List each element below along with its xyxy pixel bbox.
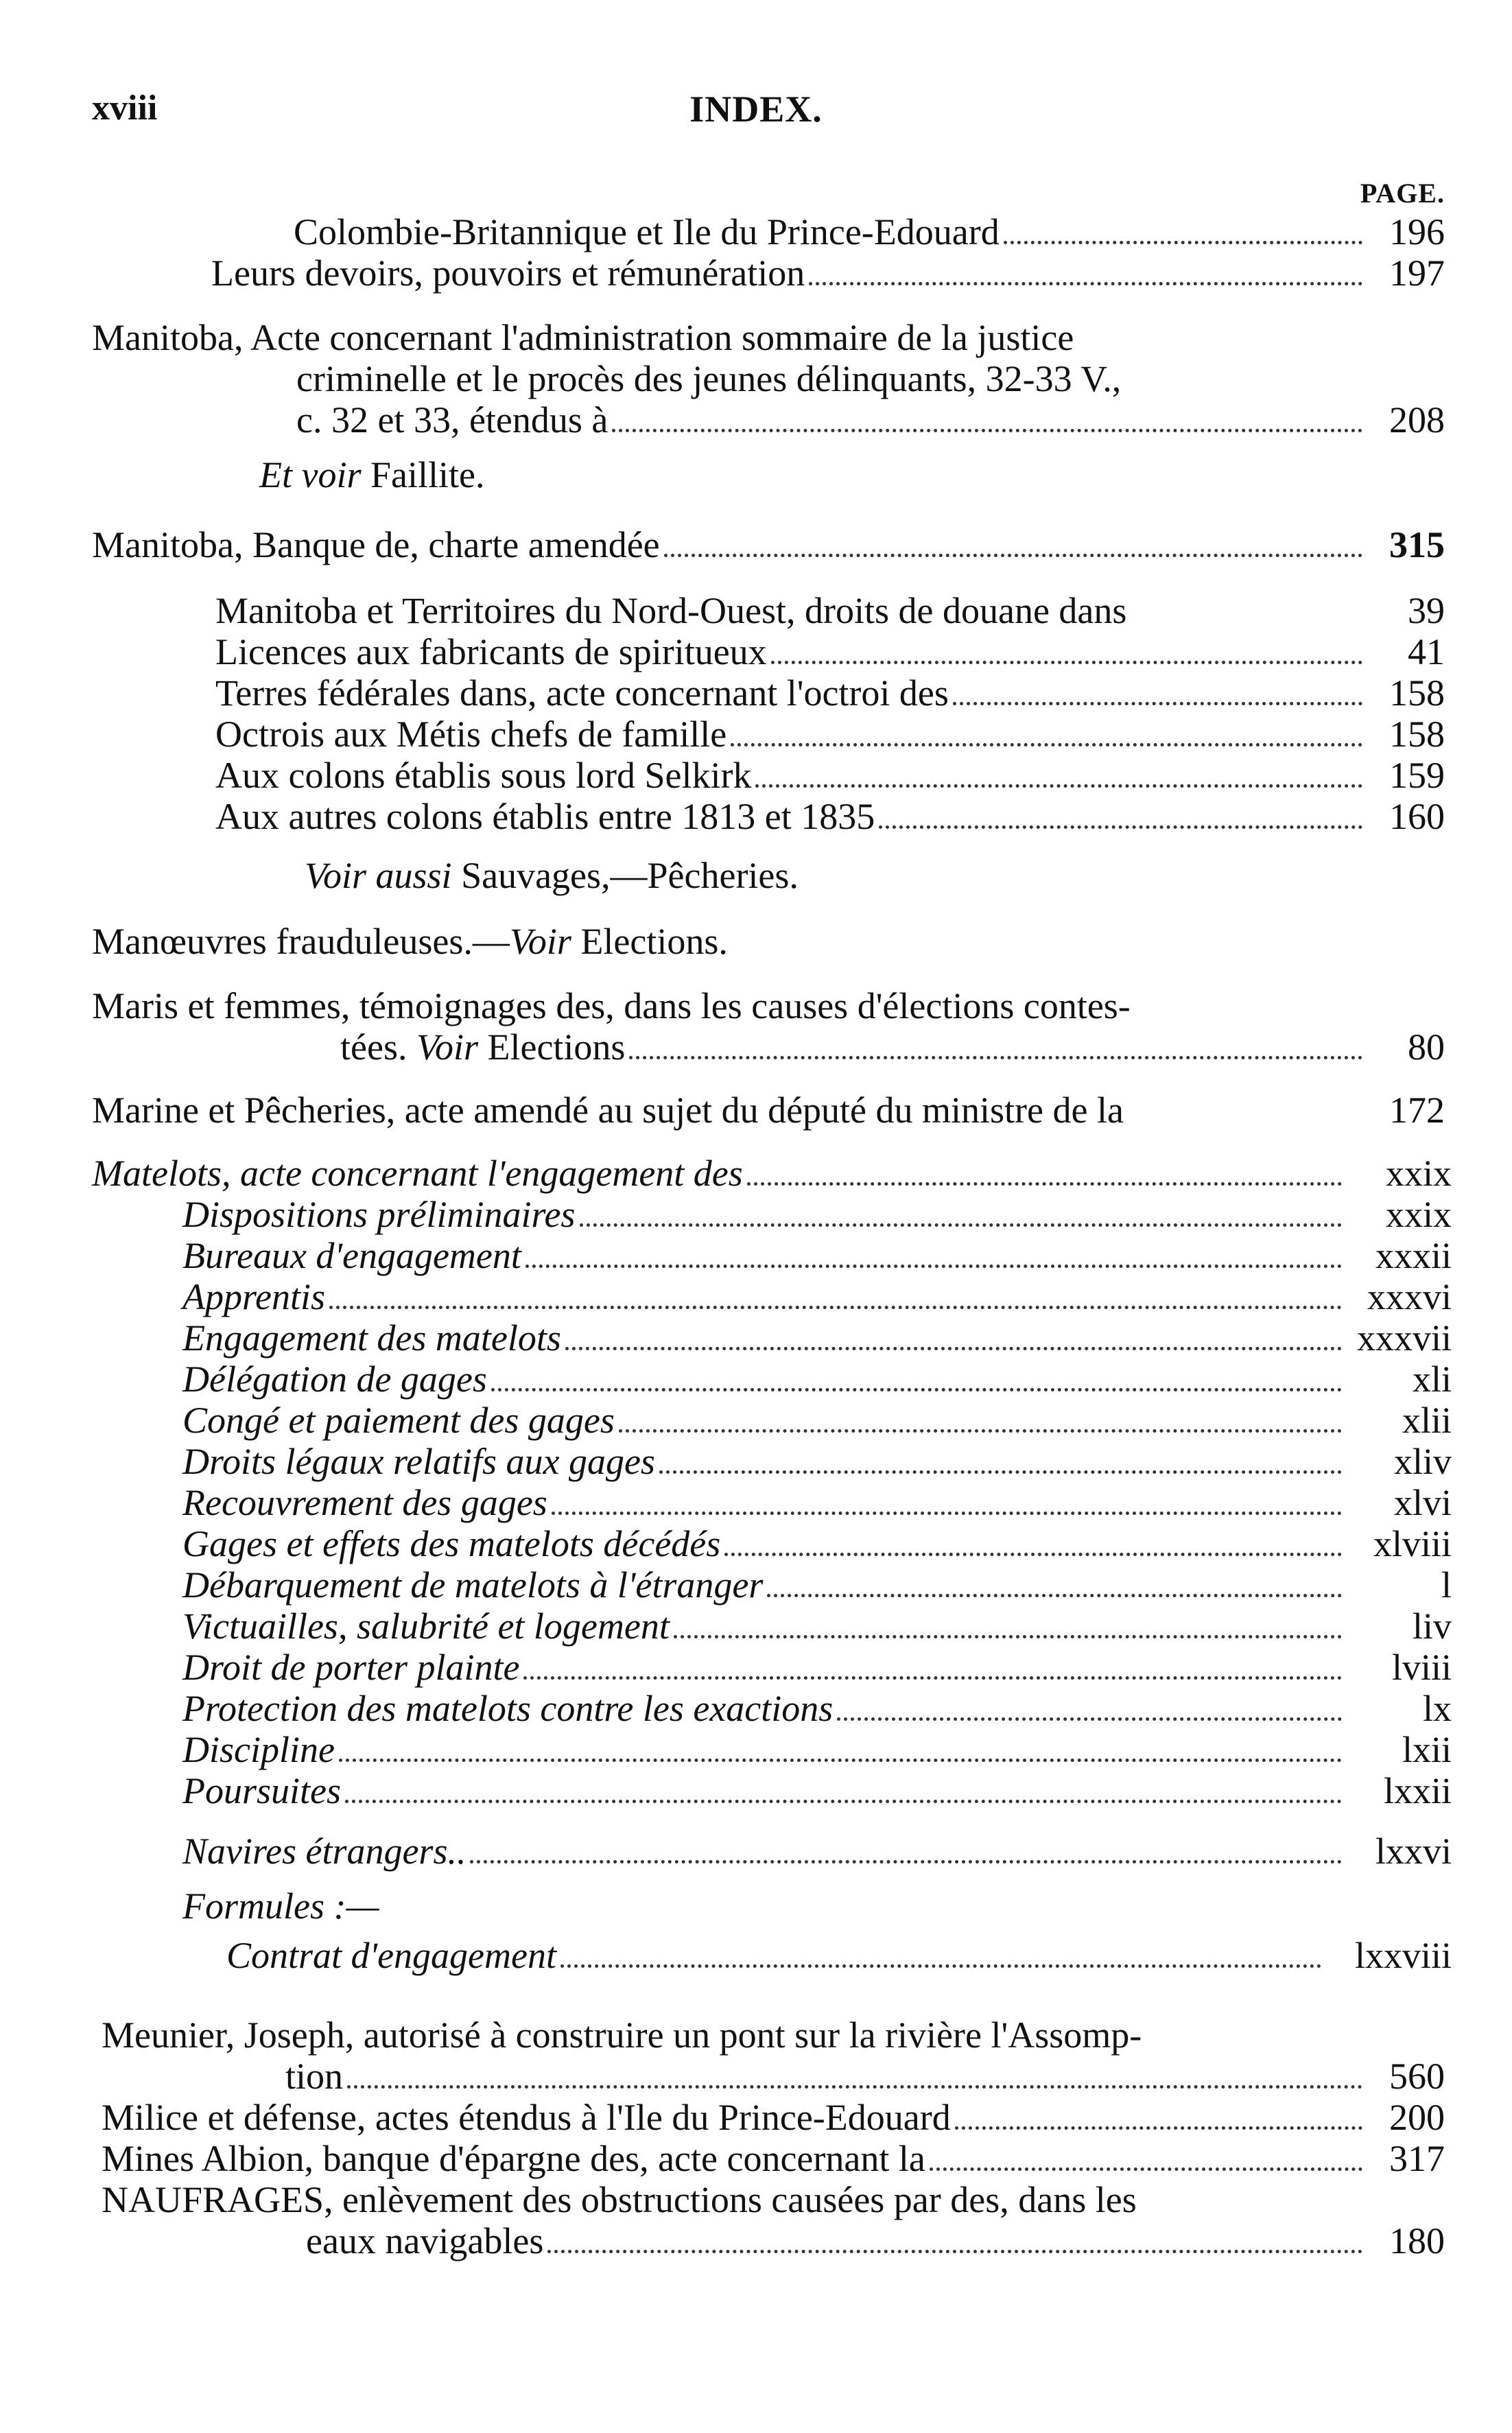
entry-page: 197 bbox=[1389, 252, 1445, 294]
dot-leader bbox=[329, 1306, 1342, 1309]
index-entry bbox=[92, 985, 1445, 1068]
dot-leader bbox=[955, 2126, 1362, 2130]
voir-label: Voir bbox=[509, 921, 571, 962]
entry-page: 196 bbox=[1389, 211, 1445, 252]
voir-label: Et voir bbox=[259, 454, 362, 495]
entry-text: Marine et Pêcheries, acte amendé au sujet du député du ministre de la bbox=[92, 1090, 1124, 1131]
dot-leader bbox=[879, 825, 1362, 829]
index-entry bbox=[92, 921, 728, 962]
entry-text: Contrat d'engagement bbox=[226, 1935, 556, 1976]
dot-leader bbox=[560, 1964, 1321, 1968]
index-entry bbox=[102, 2014, 1445, 2097]
dot-leader bbox=[724, 1553, 1342, 1556]
index-entry bbox=[92, 1153, 1452, 1194]
entry-text: Manœuvres frauduleuses.— bbox=[92, 921, 510, 962]
entry-text-continued: c. 32 et 33, étendus à bbox=[296, 399, 609, 440]
dot-leader bbox=[347, 2085, 1362, 2089]
dot-leader bbox=[953, 702, 1362, 705]
entry-text-continued: criminelle et le procès des jeunes délinquants, 32-33 V., bbox=[296, 358, 1122, 399]
entry-page: 39 bbox=[1408, 590, 1445, 631]
entry-text: Sauvages,—Pêcheries. bbox=[451, 855, 799, 896]
entry-page: 158 bbox=[1389, 672, 1445, 714]
dot-leader bbox=[1004, 241, 1362, 244]
dot-leader bbox=[580, 1223, 1342, 1227]
dot-leader bbox=[491, 1388, 1342, 1391]
entry-page: lxxviii bbox=[1354, 1935, 1452, 1976]
entry-text: Droits légaux relatifs aux gages bbox=[182, 1441, 655, 1482]
entry-text: Octrois aux Métis chefs de famille bbox=[215, 714, 727, 755]
entry-text: Colombie-Britannique et Ile du Prince-Edouard bbox=[294, 211, 1000, 252]
index-entry bbox=[102, 2179, 1445, 2261]
index-entry bbox=[211, 252, 1445, 294]
page-number: xviii bbox=[92, 89, 158, 128]
entry-page: xliv bbox=[1393, 1441, 1452, 1482]
cross-reference bbox=[305, 855, 799, 896]
entry-text: Maris et femmes, témoignages des, dans les causes d'élections contes- bbox=[92, 985, 1131, 1026]
entry-text: Dispositions préliminaires bbox=[182, 1194, 576, 1235]
entry-page: lviii bbox=[1391, 1647, 1452, 1688]
entry-page: lxxvi bbox=[1375, 1831, 1452, 1872]
index-entry bbox=[102, 2097, 1445, 2179]
voir-label: Voir bbox=[416, 1026, 478, 1068]
index-entry bbox=[182, 1885, 379, 1927]
entry-page: l bbox=[1441, 1564, 1452, 1606]
dot-leader bbox=[619, 1429, 1342, 1433]
entry-text: Congé et paiement des gages bbox=[182, 1400, 615, 1441]
index-entry bbox=[226, 1935, 1452, 1976]
entry-text: Matelots, acte concernant l'engagement des bbox=[92, 1153, 743, 1194]
index-entry bbox=[294, 211, 1445, 252]
subentry-list bbox=[182, 1194, 1452, 1811]
entry-page: liv bbox=[1412, 1606, 1452, 1647]
dot-leader bbox=[664, 554, 1362, 557]
dot-leader bbox=[612, 429, 1362, 432]
entry-page: xlii bbox=[1402, 1400, 1452, 1441]
entry-text: Milice et défense, actes étendus à l'Ile du Prince-Edouard bbox=[102, 2097, 951, 2138]
page-title: INDEX. bbox=[689, 89, 823, 130]
index-entry bbox=[182, 1831, 1452, 1872]
entry-page: 200 bbox=[1389, 2097, 1445, 2138]
page-header bbox=[0, 88, 1512, 136]
dot-leader bbox=[809, 282, 1362, 285]
entry-text: Apprentis bbox=[182, 1276, 325, 1317]
entry-text: Elections. bbox=[571, 921, 728, 962]
entry-text: Terres fédérales dans, acte concernant l'octroi des bbox=[215, 672, 949, 714]
dot-leader bbox=[470, 1860, 1342, 1864]
dot-leader bbox=[552, 1512, 1342, 1515]
entry-text: Mines Albion, banque d'épargne des, acte concernant la bbox=[102, 2138, 925, 2179]
entry-text: Leurs devoirs, pouvoirs et rémunération bbox=[211, 252, 805, 294]
dot-leader bbox=[930, 2167, 1362, 2171]
voir-label: Voir aussi bbox=[305, 855, 452, 896]
entry-page: 208 bbox=[1389, 399, 1445, 440]
entry-page: 41 bbox=[1408, 631, 1445, 672]
entry-page: 560 bbox=[1389, 2056, 1445, 2097]
dot-leader bbox=[547, 2250, 1362, 2253]
dot-leader bbox=[659, 1470, 1342, 1474]
dot-leader bbox=[674, 1635, 1342, 1638]
entry-text: Discipline bbox=[182, 1729, 335, 1770]
entry-page: 172 bbox=[1389, 1090, 1445, 1131]
dot-leader bbox=[523, 1676, 1342, 1680]
entry-text: Licences aux fabricants de spiritueux bbox=[215, 631, 767, 672]
entry-text: Recouvrement des gages bbox=[182, 1482, 547, 1523]
entry-text: Engagement des matelots bbox=[182, 1317, 561, 1359]
index-entry bbox=[92, 524, 1445, 565]
entry-text: Manitoba, Banque de, charte amendée bbox=[92, 524, 660, 565]
page-column-label: PAGE. bbox=[1360, 178, 1445, 209]
entry-text: Débarquement de matelots à l'étranger bbox=[182, 1564, 764, 1606]
entry-page: 158 bbox=[1389, 714, 1445, 755]
entry-page: xxxvii bbox=[1356, 1317, 1452, 1359]
dot-leader bbox=[629, 1056, 1362, 1059]
entry-page: lxii bbox=[1402, 1729, 1452, 1770]
dot-leader bbox=[771, 661, 1362, 664]
entry-text: Meunier, Joseph, autorisé à construire un pont sur la rivière l'Assomp- bbox=[102, 2014, 1142, 2056]
entry-page: lxxii bbox=[1383, 1770, 1452, 1811]
entry-text: Faillite. bbox=[361, 454, 485, 495]
entry-text: Gages et effets des matelots décédés bbox=[182, 1523, 721, 1564]
entry-page: lx bbox=[1422, 1688, 1452, 1729]
entry-page: 180 bbox=[1389, 2220, 1445, 2261]
entry-text: Bureaux d'engagement bbox=[182, 1235, 521, 1276]
cross-reference bbox=[259, 454, 484, 495]
entry-page: xxix bbox=[1385, 1153, 1452, 1194]
dot-leader bbox=[565, 1347, 1342, 1350]
entry-text: Aux colons établis sous lord Selkirk bbox=[215, 755, 752, 796]
dot-leader bbox=[525, 1265, 1342, 1268]
entry-page: 317 bbox=[1389, 2138, 1445, 2179]
index-entry bbox=[215, 590, 1445, 837]
entry-page: xxxii bbox=[1375, 1235, 1452, 1276]
dot-leader bbox=[339, 1759, 1342, 1762]
entry-page: 160 bbox=[1389, 796, 1445, 837]
entry-text: Droit de porter plainte bbox=[182, 1647, 520, 1688]
entry-page: xxxvi bbox=[1367, 1276, 1452, 1317]
entry-text: Victuailles, salubrité et logement bbox=[182, 1606, 670, 1647]
dot-leader bbox=[747, 1182, 1342, 1186]
entry-page: xlvi bbox=[1393, 1482, 1452, 1523]
entry-page: 315 bbox=[1389, 524, 1445, 565]
entry-text: Formules :— bbox=[182, 1885, 379, 1927]
entry-page: xlviii bbox=[1373, 1523, 1452, 1564]
entry-text-continued: tées. bbox=[340, 1026, 416, 1068]
index-entry bbox=[92, 1090, 1445, 1131]
entry-page: xxix bbox=[1385, 1194, 1452, 1235]
dot-leader bbox=[767, 1594, 1342, 1597]
dot-leader bbox=[731, 743, 1362, 747]
dot-leader bbox=[837, 1717, 1342, 1721]
entry-page: 159 bbox=[1389, 755, 1445, 796]
entry-text: Protection des matelots contre les exactions bbox=[182, 1688, 834, 1729]
entry-text: Navires étrangers.. bbox=[182, 1831, 466, 1872]
entry-page: xli bbox=[1412, 1359, 1452, 1400]
dot-leader bbox=[345, 1800, 1342, 1803]
entry-text: Manitoba, Acte concernant l'administration sommaire de la justice bbox=[92, 317, 1074, 358]
entry-text-continued: tion bbox=[285, 2056, 344, 2097]
entry-page: 80 bbox=[1408, 1026, 1445, 1068]
index-entry bbox=[92, 317, 1445, 440]
entry-text: Aux autres colons établis entre 1813 et 1835 bbox=[215, 796, 875, 837]
entry-text: Poursuites bbox=[182, 1770, 342, 1811]
dot-leader bbox=[755, 784, 1362, 788]
entry-text-continued: eaux navigables bbox=[306, 2220, 544, 2261]
entry-text-continued: Elections bbox=[477, 1026, 626, 1068]
entry-text: Délégation de gages bbox=[182, 1359, 487, 1400]
entry-text: Manitoba et Territoires du Nord-Ouest, droits de douane dans bbox=[215, 590, 1127, 631]
entry-text: NAUFRAGES, enlèvement des obstructions causées par des, dans les bbox=[102, 2179, 1137, 2220]
